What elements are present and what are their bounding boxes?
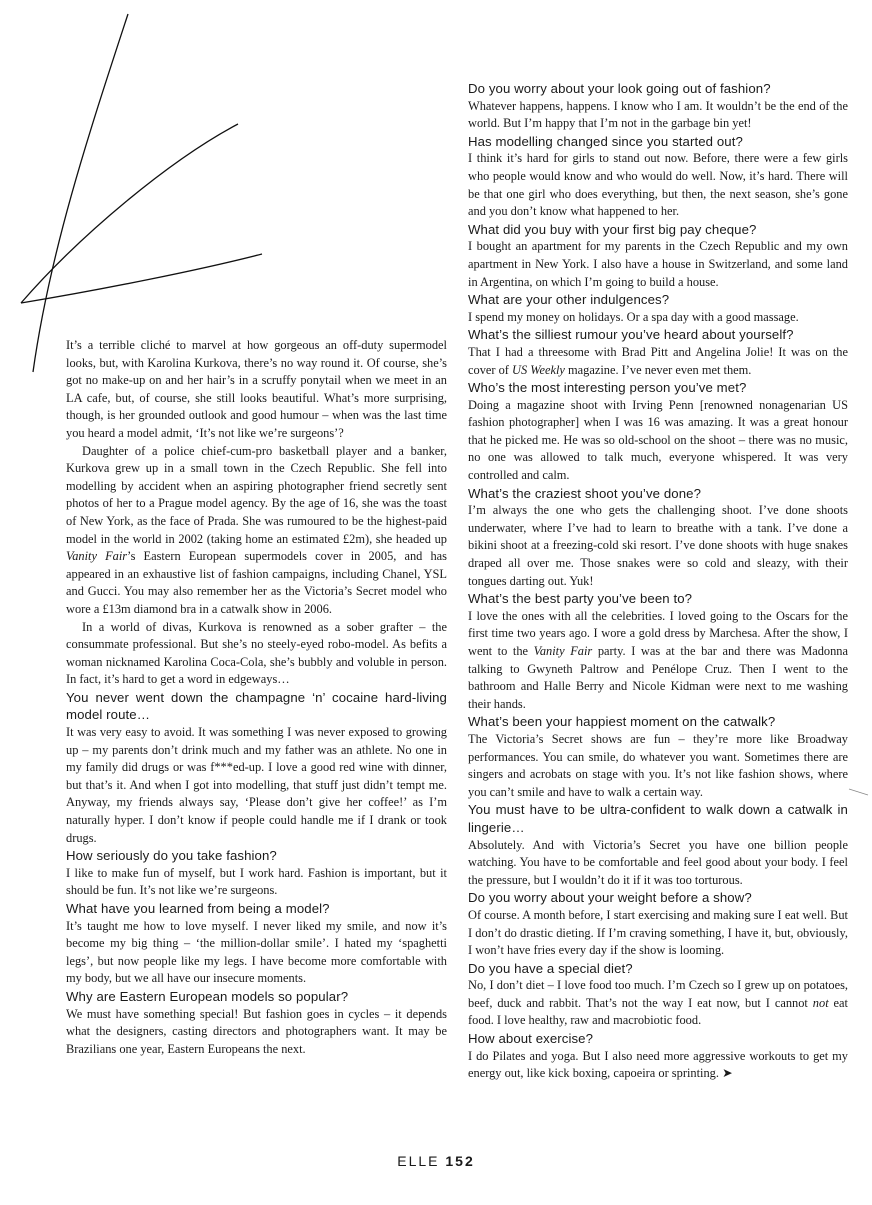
interview-question: Do you worry about your look going out of fashion? bbox=[468, 81, 771, 96]
k-arm-stroke bbox=[21, 124, 238, 303]
emphasis: not bbox=[812, 995, 829, 1010]
drop-letter-k-decoration bbox=[0, 0, 300, 380]
interview-answer: I do Pilates and yoga. But I also need more aggressive workouts to get my energy out, like kick boxing, capoeira or sprinting. ➤ bbox=[468, 1048, 848, 1081]
interview-question: You must have to be ultra-confident to walk down a catwalk in lingerie… bbox=[468, 802, 848, 835]
interview-question: Who’s the most interesting person you’ve met? bbox=[468, 380, 747, 396]
interview-question: You never went down the champagne ‘n’ cocaine hard-living model route… bbox=[66, 689, 447, 723]
interview-answer: I’m always the one who gets the challenging shoot. I’ve done shoots underwater, where I’ve had to learn to breathe with a tank. I’ve done a bikini shoot at a freezing-cold ski resort. I’ve done shoots with huge snakes draped all over me. Those snakes were so cold and sleazy, with their tongues darting out. Yuk! bbox=[468, 503, 848, 588]
interview-answer: It was very easy to avoid. It was something I was never exposed to growing up – my parents don’t drink much and my father was an athlete. No one in my family did drugs or was f***ed-up. I love a good red wine with dinner, but that’s it. And when I got into modelling, that stuff just didn’t tempt me. Anyway, my friends always say, ‘Please don’t give her coffee!’ as I’m naturally hyper. I don’t know if people could handle me if I drank or took drugs. bbox=[66, 725, 447, 845]
interview-answer: It’s taught me how to love myself. I never liked my smile, and now it’s become my big thing – ‘the million-dollar smile’. I hated my ‘spaghetti legs’, but now people like my legs. I have become more comfortable with my body, but we all have our insecure moments. bbox=[66, 918, 447, 986]
intro-paragraph: It’s a terrible cliché to marvel at how gorgeous an off-duty supermodel looks, but, with Karolina Kurkova, there’s no way round it. Of course, she’s got no make-up on and her hair’s in a scruffy ponytail when we meet in an LA cafe, but, of course, she still looks beautiful. What’s more surprising, though, is her grounded outlook and good humour – when was the last time you heard a model admit, ‘It’s not like we’re surgeons’? bbox=[66, 338, 447, 440]
interview-question: What’s the best party you’ve been to? bbox=[468, 591, 693, 607]
interview-question: What’s been your happiest moment on the catwalk? bbox=[468, 714, 776, 730]
right-column bbox=[468, 80, 848, 1083]
interview-answer: That I had a threesome with Brad Pitt and Angelina Jolie! It was on the cover of US Weekly magazine. I’ve never even met them. bbox=[468, 344, 848, 377]
interview-question: How seriously do you take fashion? bbox=[66, 848, 277, 864]
intro-paragraph: In a world of divas, Kurkova is renowned as a sober grafter – the consummate professional. But she’s no steely-eyed robo-model. As befits a woman nicknamed Karolina Coca-Cola, she’s bubbly and voluble in person. In fact, it’s hard to get a word in edgeways… bbox=[66, 619, 447, 687]
k-stem-stroke bbox=[33, 14, 128, 372]
interview-answer: I bought an apartment for my parents in the Czech Republic and my own apartment in New York. I also have a house in Switzerland, and some land in Argentina, on which I’m going to build a house. bbox=[468, 239, 848, 289]
magazine-title: Vanity Fair bbox=[66, 549, 128, 564]
interview-question: Why are Eastern European models so popular? bbox=[66, 988, 349, 1004]
interview-question: What’s the craziest shoot you’ve done? bbox=[468, 485, 702, 501]
interview-question: What’s the silliest rumour you’ve heard about yourself? bbox=[468, 327, 794, 343]
interview-answer: Of course. A month before, I start exercising and making sure I eat well. But I don’t do drastic dieting. If I’m craving something, I have it, but, obviously, I won’t have fries every day if the show is looming. bbox=[468, 907, 848, 958]
margin-mark-decoration bbox=[848, 786, 870, 798]
interview-answer: I like to make fun of myself, but I work hard. Fashion is important, but it should be fun. It’s not like we’re surgeons. bbox=[66, 865, 447, 898]
interview-answer: We must have something special! But fashion goes in cycles – it depends what the designers, casting directors and photographers want. It may be Brazilians one year, Eastern Europeans the next. bbox=[66, 1006, 447, 1056]
interview-question: Has modelling changed since you started out? bbox=[468, 133, 743, 149]
magazine-brand: ELLE bbox=[397, 1153, 440, 1169]
end-arrow-icon: ➤ bbox=[722, 1066, 733, 1081]
interview-question: Do you have a special diet? bbox=[468, 960, 633, 976]
interview-question: Do you worry about your weight before a show? bbox=[468, 890, 752, 906]
interview-question: How about exercise? bbox=[468, 1031, 594, 1047]
page-number: 152 bbox=[445, 1153, 475, 1169]
interview-answer: The Victoria’s Secret shows are fun – they’re more like Broadway performances. You can smile, do whatever you want. Sometimes there are singers and acrobats on stage with you. It’s not like fashion shows, where you can’t smile and have to walk a certain way. bbox=[468, 731, 848, 799]
interview-question: What did you buy with your first big pay cheque? bbox=[468, 221, 757, 237]
magazine-title: Vanity Fair bbox=[533, 644, 593, 658]
interview-question: What are your other indulgences? bbox=[468, 292, 670, 308]
interview-answer: I spend my money on holidays. Or a spa day with a good massage. bbox=[468, 309, 799, 324]
k-leg-stroke bbox=[21, 254, 262, 303]
interview-answer: Absolutely. And with Victoria’s Secret you have one billion people watching. You have to be comfortable and feel good about your body. I feel the pressure, but I wouldn’t do it if it was too torturous. bbox=[468, 837, 848, 887]
interview-answer: I love the ones with all the celebrities. I loved going to the Oscars for the first time two years ago. I wore a gold dress by Marchesa. After the show, I went to the Vanity Fair party. I was at the bar and there was Madonna talking to Gwyneth Paltrow and Penélope Cruz. Then I went to the bathroom and Halle Berry and Nicole Kidman were next to me washing their hands. bbox=[468, 608, 848, 711]
interview-answer: Whatever happens, happens. I know who I am. It wouldn’t be the end of the world. But I’m happy that I’m not in the garbage bin yet! bbox=[468, 98, 848, 131]
intro-paragraph: Daughter of a police chief-cum-pro basketball player and a banker, Kurkova grew up in a small town in the Czech Republic. She fell into modelling by accident when an aspiring photographer friend secretly sent photos of her to a Prague model agency. By the age of 16, she was the toast of New York, as the face of Prada. She was rumoured to be the highest-paid model in the world in 2002 (taking home an estimated £2m), she headed up Vanity Fair’s Eastern European supermodels cover in 2005, and has appeared in an exhaustive list of fashion campaigns, including Chanel, YSL and Gucci. You may also remember her as the Victoria’s Secret model who wore a £13m diamond bra in a catwalk show in 2006. bbox=[66, 443, 447, 616]
page-folio bbox=[0, 1153, 872, 1169]
left-column bbox=[66, 337, 447, 1058]
interview-answer: No, I don’t diet – I love food too much. I’m Czech so I grew up on potatoes, beef, duck and rabbit. That’s not the way I eat now, but I cannot not eat food. I love healthy, raw and macrobiotic food. bbox=[468, 978, 848, 1028]
magazine-title: US Weekly bbox=[512, 362, 565, 377]
interview-answer: I think it’s hard for girls to stand out now. Before, there were a few girls who people would know and who would do well. Now, it’s hard. There will be that one girl who does everything, but then, the next season, she’s gone and you don’t know what happened to her. bbox=[468, 151, 848, 219]
interview-answer: Doing a magazine shoot with Irving Penn [renowned nonagenarian US fashion photographer] when I was 16 was amazing. It was a great honour that he picked me. He was so old-school on the shoot – there was no music, no one was allowed to talk much, everyone whispered. It was very controlled and calm. bbox=[468, 397, 848, 483]
interview-question: What have you learned from being a model? bbox=[66, 901, 330, 916]
